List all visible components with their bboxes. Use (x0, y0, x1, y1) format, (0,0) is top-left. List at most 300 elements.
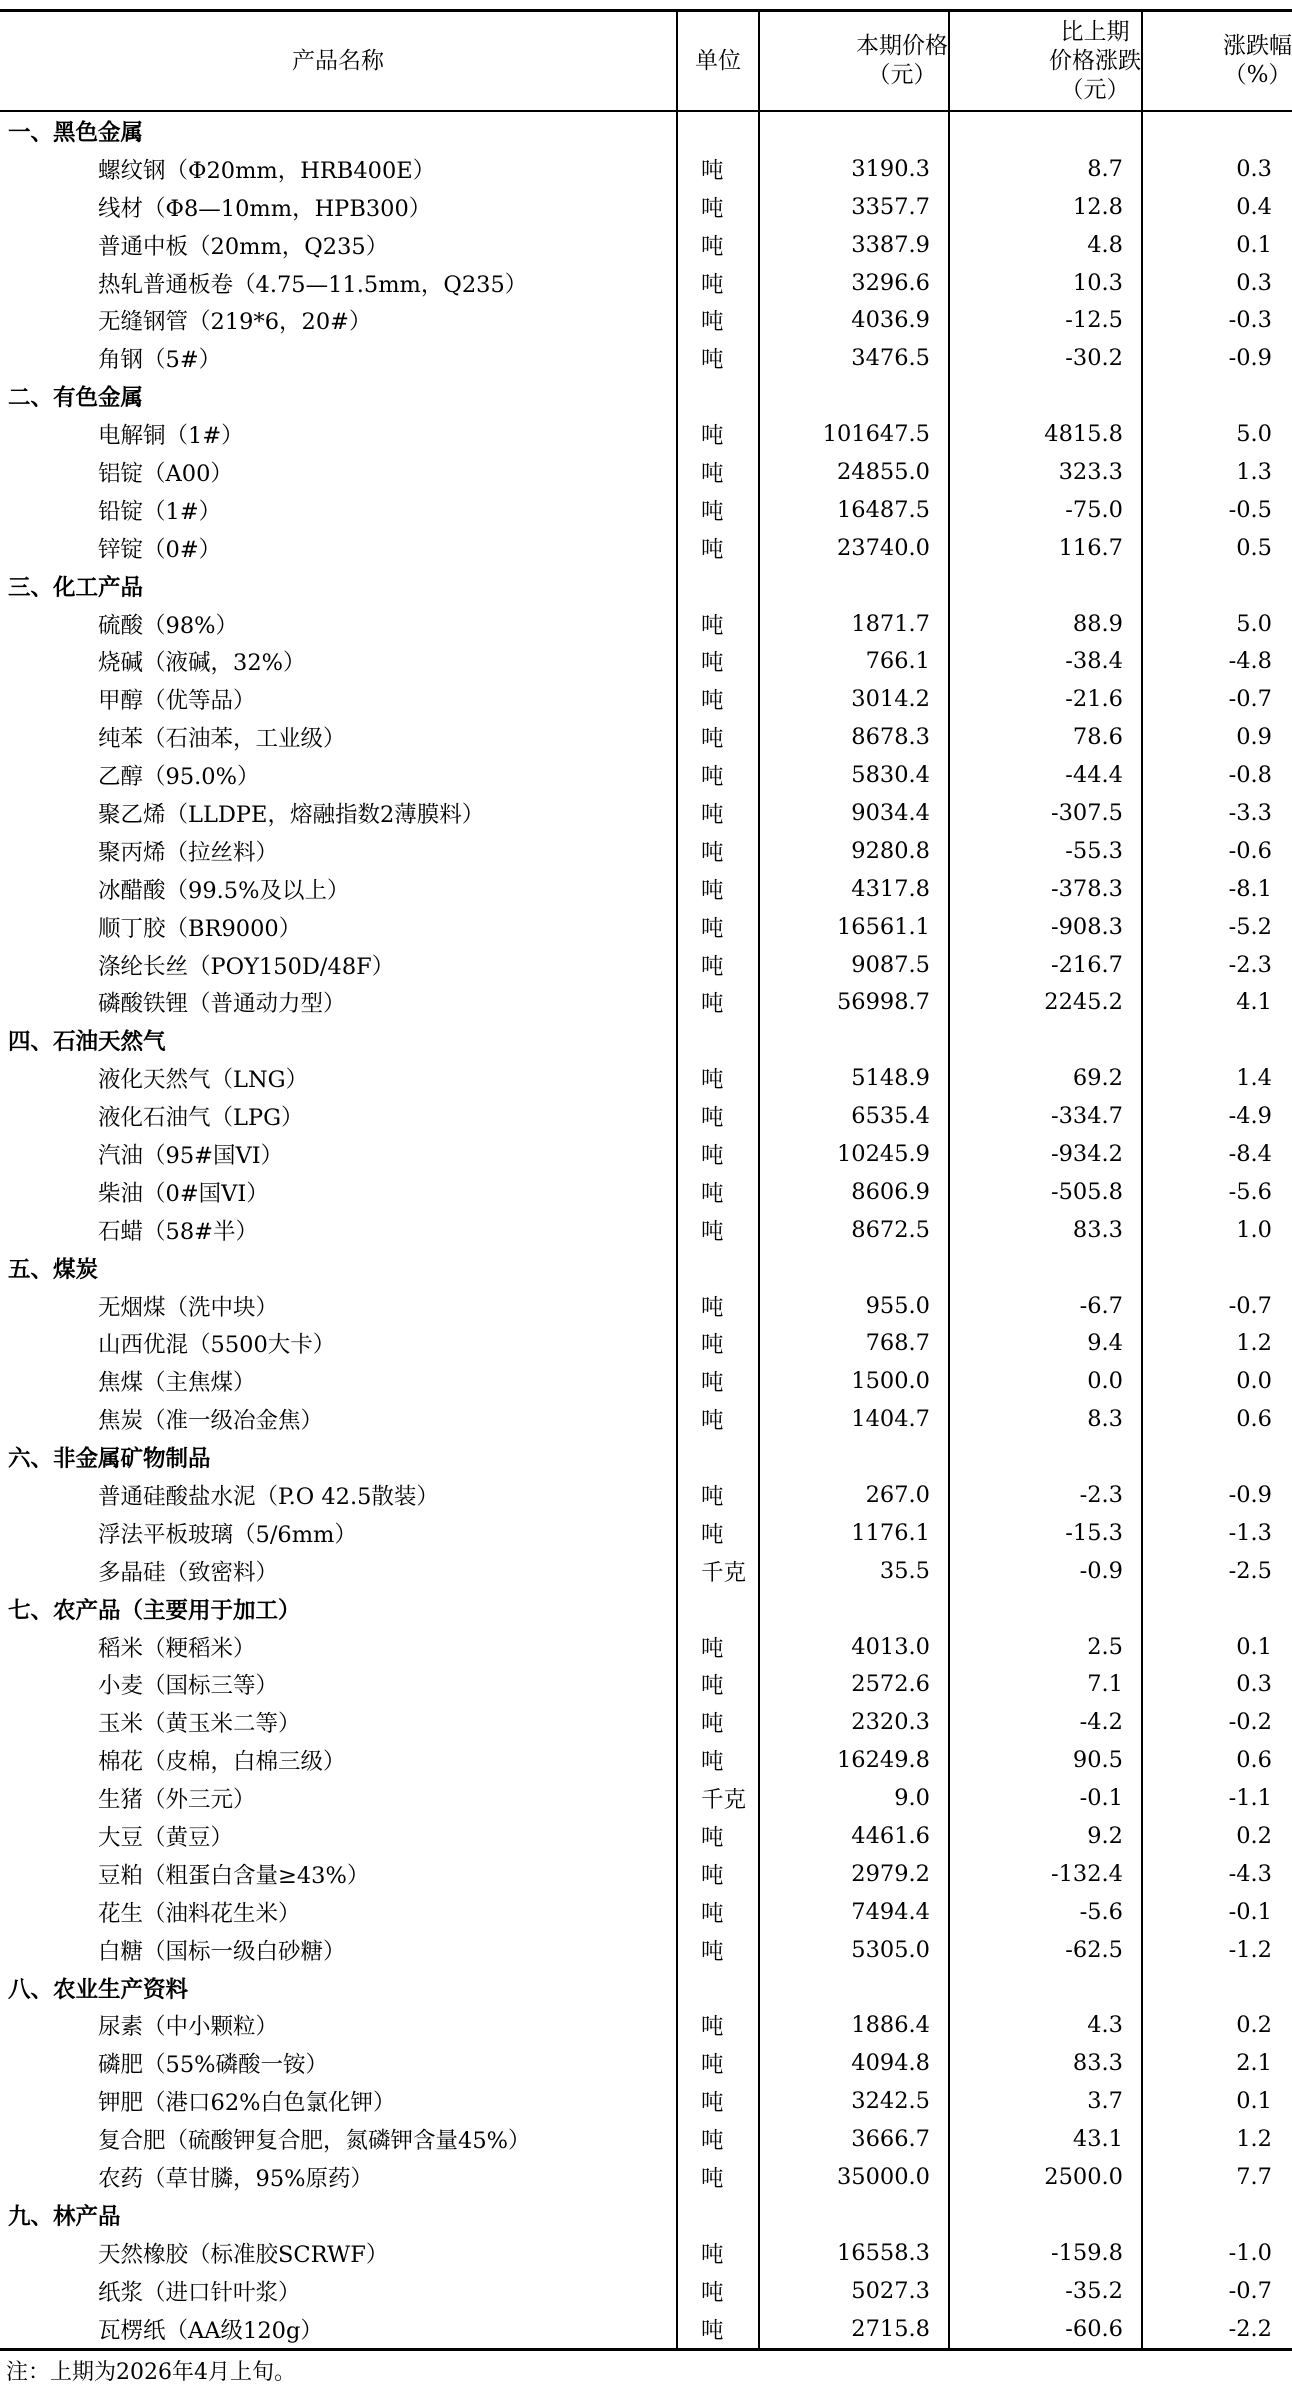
category-row (0, 112, 1292, 150)
current-price-cell: 5027.3 (758, 2272, 948, 2310)
table-row (0, 908, 1292, 946)
unit-cell: 吨 (676, 1666, 758, 1704)
change-percent-cell: 5.0 (1141, 415, 1292, 453)
unit-cell: 吨 (676, 1741, 758, 1779)
price-change-cell: 9.2 (948, 1817, 1141, 1855)
price-change-cell: 83.3 (948, 1211, 1141, 1249)
unit-cell: 吨 (676, 1135, 758, 1173)
current-price-cell: 16558.3 (758, 2234, 948, 2272)
price-change-cell (948, 567, 1141, 605)
current-price-cell (758, 1249, 948, 1287)
current-price-cell: 8678.3 (758, 718, 948, 756)
change-percent-cell: -2.2 (1141, 2310, 1292, 2348)
product-name-cell: 天然橡胶（标准胶SCRWF） (98, 2241, 389, 2268)
price-change-cell: 83.3 (948, 2044, 1141, 2082)
price-change-cell: -216.7 (948, 946, 1141, 984)
unit-cell: 吨 (676, 908, 758, 946)
table-row (0, 794, 1292, 832)
table-row (0, 1097, 1292, 1135)
change-percent-cell: -0.9 (1141, 339, 1292, 377)
price-change-cell: -38.4 (948, 642, 1141, 680)
price-change-cell: 2.5 (948, 1628, 1141, 1666)
unit-cell: 吨 (676, 1362, 758, 1400)
unit-cell: 吨 (676, 1400, 758, 1438)
current-price-cell: 3476.5 (758, 339, 948, 377)
product-name-cell: 尿素（中小颗粒） (98, 2014, 279, 2041)
change-percent-cell (1141, 1249, 1292, 1287)
price-change-cell: -5.6 (948, 1893, 1141, 1931)
footnote: 注：上期为2026年4月上旬。 (6, 2360, 296, 2385)
category-row (0, 1021, 1292, 1059)
price-change-cell: -2.3 (948, 1476, 1141, 1514)
price-change-cell: -62.5 (948, 1931, 1141, 1969)
product-name-cell: 聚丙烯（拉丝料） (98, 839, 279, 866)
change-percent-cell: 1.2 (1141, 2120, 1292, 2158)
table-row (0, 1741, 1292, 1779)
change-percent-cell: -0.1 (1141, 1893, 1292, 1931)
product-name-cell: 涤纶长丝（POY150D/48F） (98, 953, 395, 980)
current-price-cell (758, 1590, 948, 1628)
change-percent-cell: 1.4 (1141, 1059, 1292, 1097)
unit-cell: 千克 (676, 1779, 758, 1817)
table-row (0, 301, 1292, 339)
unit-cell: 吨 (676, 1931, 758, 1969)
change-percent-cell: 0.3 (1141, 1666, 1292, 1704)
table-row (0, 1362, 1292, 1400)
unit-cell (676, 1021, 758, 1059)
unit-cell: 吨 (676, 1703, 758, 1741)
current-price-cell: 35000.0 (758, 2158, 948, 2196)
change-percent-cell: -5.2 (1141, 908, 1292, 946)
table-row (0, 832, 1292, 870)
table-row (0, 2082, 1292, 2120)
unit-cell: 吨 (676, 680, 758, 718)
unit-cell: 吨 (676, 264, 758, 302)
product-name-cell: 石蜡（58#半） (98, 1218, 258, 1245)
table-row (0, 453, 1292, 491)
current-price-cell (758, 1021, 948, 1059)
unit-cell: 吨 (676, 150, 758, 188)
table-row (0, 226, 1292, 264)
change-percent-cell: 1.3 (1141, 453, 1292, 491)
price-change-cell (948, 1438, 1141, 1476)
unit-cell: 吨 (676, 1893, 758, 1931)
current-price-cell: 3242.5 (758, 2082, 948, 2120)
change-percent-cell (1141, 1969, 1292, 2007)
product-name-cell: 生猪（外三元） (98, 1787, 256, 1814)
table-row (0, 946, 1292, 984)
current-price-cell: 3190.3 (758, 150, 948, 188)
change-percent-cell: 0.1 (1141, 2082, 1292, 2120)
unit-cell: 吨 (676, 2044, 758, 2082)
unit-cell: 吨 (676, 756, 758, 794)
price-table (0, 9, 1292, 2351)
price-change-cell: -15.3 (948, 1514, 1141, 1552)
change-percent-cell: 0.0 (1141, 1362, 1292, 1400)
change-percent-cell: -2.5 (1141, 1552, 1292, 1590)
table-row (0, 1514, 1292, 1552)
price-change-cell: -934.2 (948, 1135, 1141, 1173)
price-change-cell: 4815.8 (948, 415, 1141, 453)
price-change-cell: 323.3 (948, 453, 1141, 491)
table-row (0, 605, 1292, 643)
table-row (0, 339, 1292, 377)
price-change-cell: -159.8 (948, 2234, 1141, 2272)
current-price-cell: 1404.7 (758, 1400, 948, 1438)
change-percent-cell (1141, 567, 1292, 605)
change-percent-cell: -4.8 (1141, 642, 1292, 680)
product-name-cell: 四、石油天然气 (8, 1029, 166, 1056)
current-price-cell (758, 112, 948, 150)
change-percent-cell: -0.3 (1141, 301, 1292, 339)
table-row (0, 718, 1292, 756)
product-name-cell: 汽油（95#国VI） (98, 1142, 284, 1169)
unit-cell: 吨 (676, 1287, 758, 1325)
table-row (0, 529, 1292, 567)
change-percent-cell (1141, 1590, 1292, 1628)
change-percent-cell: -2.3 (1141, 946, 1292, 984)
table-row (0, 264, 1292, 302)
unit-cell: 吨 (676, 1628, 758, 1666)
product-name-cell: 七、农产品（主要用于加工） (8, 1597, 301, 1624)
product-name-cell: 九、林产品 (8, 2203, 121, 2230)
current-price-cell: 4036.9 (758, 301, 948, 339)
price-change-cell: 78.6 (948, 718, 1141, 756)
change-percent-cell: 0.9 (1141, 718, 1292, 756)
change-percent-cell: -4.9 (1141, 1097, 1292, 1135)
table-row (0, 1059, 1292, 1097)
table-row (0, 150, 1292, 188)
change-percent-cell: -4.3 (1141, 1855, 1292, 1893)
table-row (0, 1211, 1292, 1249)
current-price-cell: 3666.7 (758, 2120, 948, 2158)
price-change-cell: -0.1 (948, 1779, 1141, 1817)
current-price-cell (758, 1438, 948, 1476)
price-change-cell: -55.3 (948, 832, 1141, 870)
product-name-cell: 纯苯（石油苯，工业级） (98, 726, 346, 753)
unit-cell: 吨 (676, 794, 758, 832)
header-product-name: 产品名称 (292, 47, 384, 74)
change-percent-cell: -1.3 (1141, 1514, 1292, 1552)
product-name-cell: 五、煤炭 (8, 1256, 99, 1283)
table-row (0, 1703, 1292, 1741)
table-row (0, 983, 1292, 1021)
unit-cell: 吨 (676, 2007, 758, 2045)
change-percent-cell: 0.5 (1141, 529, 1292, 567)
product-name-cell: 稻米（粳稻米） (98, 1635, 256, 1662)
product-name-cell: 白糖（国标一级白砂糖） (98, 1938, 346, 1965)
table-row (0, 1400, 1292, 1438)
price-change-cell (948, 1021, 1141, 1059)
product-name-cell: 硫酸（98%） (98, 612, 239, 639)
unit-cell: 吨 (676, 1173, 758, 1211)
price-change-cell: 3.7 (948, 2082, 1141, 2120)
table-row (0, 1666, 1292, 1704)
current-price-cell: 16249.8 (758, 1741, 948, 1779)
product-name-cell: 锌锭（0#） (98, 536, 222, 563)
current-price-cell: 6535.4 (758, 1097, 948, 1135)
price-change-cell: 4.8 (948, 226, 1141, 264)
price-change-cell: 0.0 (948, 1362, 1141, 1400)
product-name-cell: 线材（Φ8—10mm，HPB300） (98, 195, 432, 222)
product-name-cell: 普通硅酸盐水泥（P.O 42.5散装） (98, 1484, 439, 1510)
current-price-cell: 9034.4 (758, 794, 948, 832)
price-change-cell: 2245.2 (948, 983, 1141, 1021)
price-change-cell: 8.3 (948, 1400, 1141, 1438)
unit-cell: 吨 (676, 946, 758, 984)
price-change-cell: -44.4 (948, 756, 1141, 794)
unit-cell: 吨 (676, 2234, 758, 2272)
header-price-change: 比上期 价格涨跌 （元） (948, 12, 1141, 110)
current-price-cell: 3357.7 (758, 188, 948, 226)
change-percent-cell: 0.4 (1141, 188, 1292, 226)
product-name-cell: 角钢（5#） (98, 347, 222, 374)
unit-cell: 吨 (676, 642, 758, 680)
product-name-cell: 小麦（国标三等） (98, 1673, 279, 1700)
current-price-cell: 955.0 (758, 1287, 948, 1325)
change-percent-cell: -8.1 (1141, 870, 1292, 908)
price-change-cell: -908.3 (948, 908, 1141, 946)
unit-cell (676, 1590, 758, 1628)
unit-cell: 千克 (676, 1552, 758, 1590)
table-row (0, 1476, 1292, 1514)
change-percent-cell: -0.7 (1141, 1287, 1292, 1325)
unit-cell: 吨 (676, 1514, 758, 1552)
current-price-cell: 10245.9 (758, 1135, 948, 1173)
product-name-cell: 棉花（皮棉，白棉三级） (98, 1749, 346, 1776)
unit-cell: 吨 (676, 1476, 758, 1514)
current-price-cell: 5830.4 (758, 756, 948, 794)
product-name-cell: 聚乙烯（LLDPE，熔融指数2薄膜料） (98, 801, 485, 828)
unit-cell: 吨 (676, 983, 758, 1021)
current-price-cell (758, 2196, 948, 2234)
table-row (0, 1779, 1292, 1817)
change-percent-cell: -0.7 (1141, 2272, 1292, 2310)
table-header (0, 12, 1292, 112)
price-change-cell: -30.2 (948, 339, 1141, 377)
product-name-cell: 柴油（0#国VI） (98, 1180, 269, 1207)
price-change-cell (948, 1249, 1141, 1287)
unit-cell: 吨 (676, 2082, 758, 2120)
category-row (0, 567, 1292, 605)
change-percent-cell: 4.1 (1141, 983, 1292, 1021)
unit-cell (676, 112, 758, 150)
unit-cell: 吨 (676, 339, 758, 377)
unit-cell: 吨 (676, 529, 758, 567)
product-name-cell: 玉米（黄玉米二等） (98, 1711, 301, 1738)
product-name-cell: 铅锭（1#） (98, 498, 222, 525)
product-name-cell: 磷肥（55%磷酸一铵） (98, 2052, 329, 2079)
product-name-cell: 二、有色金属 (8, 385, 144, 412)
product-name-cell: 甲醇（优等品） (98, 688, 256, 715)
table-row (0, 1931, 1292, 1969)
product-name-cell: 热轧普通板卷（4.75—11.5mm，Q235） (98, 271, 528, 298)
table-row (0, 1552, 1292, 1590)
unit-cell: 吨 (676, 605, 758, 643)
current-price-cell: 5305.0 (758, 1931, 948, 1969)
current-price-cell: 3014.2 (758, 680, 948, 718)
product-name-cell: 钾肥（港口62%白色氯化钾） (98, 2090, 396, 2117)
current-price-cell: 24855.0 (758, 453, 948, 491)
unit-cell (676, 567, 758, 605)
change-percent-cell: -0.2 (1141, 1703, 1292, 1741)
price-change-cell: 43.1 (948, 2120, 1141, 2158)
unit-cell: 吨 (676, 415, 758, 453)
change-percent-cell: 2.1 (1141, 2044, 1292, 2082)
change-percent-cell: 5.0 (1141, 605, 1292, 643)
price-change-cell: 69.2 (948, 1059, 1141, 1097)
product-name-cell: 豆粕（粗蛋白含量≥43%） (98, 1862, 370, 1889)
table-row (0, 1287, 1292, 1325)
price-change-cell: 9.4 (948, 1325, 1141, 1363)
product-name-cell: 纸浆（进口针叶浆） (98, 2279, 301, 2306)
category-row (0, 1969, 1292, 2007)
table-row (0, 2120, 1292, 2158)
change-percent-cell: -0.6 (1141, 832, 1292, 870)
current-price-cell: 4317.8 (758, 870, 948, 908)
current-price-cell: 8672.5 (758, 1211, 948, 1249)
unit-cell: 吨 (676, 301, 758, 339)
table-row (0, 680, 1292, 718)
current-price-cell: 3387.9 (758, 226, 948, 264)
price-change-cell: 88.9 (948, 605, 1141, 643)
current-price-cell: 7494.4 (758, 1893, 948, 1931)
current-price-cell: 5148.9 (758, 1059, 948, 1097)
product-name-cell: 花生（油料花生米） (98, 1900, 301, 1927)
price-change-cell: 4.3 (948, 2007, 1141, 2045)
product-name-cell: 浮法平板玻璃（5/6mm） (98, 1521, 357, 1548)
product-name-cell: 无缝钢管（219*6，20#） (98, 309, 372, 336)
unit-cell: 吨 (676, 188, 758, 226)
unit-cell (676, 1249, 758, 1287)
unit-cell: 吨 (676, 1325, 758, 1363)
product-name-cell: 电解铜（1#） (98, 423, 244, 450)
price-change-cell (948, 112, 1141, 150)
product-name-cell: 磷酸铁锂（普通动力型） (98, 991, 346, 1018)
price-change-cell: 2500.0 (948, 2158, 1141, 2196)
change-percent-cell: -8.4 (1141, 1135, 1292, 1173)
change-percent-cell: -0.5 (1141, 491, 1292, 529)
change-percent-cell: -3.3 (1141, 794, 1292, 832)
product-name-cell: 焦炭（准一级冶金焦） (98, 1408, 324, 1435)
table-row (0, 1135, 1292, 1173)
change-percent-cell: -1.1 (1141, 1779, 1292, 1817)
current-price-cell: 9087.5 (758, 946, 948, 984)
current-price-cell: 35.5 (758, 1552, 948, 1590)
current-price-cell: 8606.9 (758, 1173, 948, 1211)
unit-cell: 吨 (676, 491, 758, 529)
current-price-cell: 768.7 (758, 1325, 948, 1363)
product-name-cell: 普通中板（20mm，Q235） (98, 233, 389, 260)
change-percent-cell: 0.2 (1141, 1817, 1292, 1855)
unit-cell (676, 2196, 758, 2234)
product-name-cell: 液化天然气（LNG） (98, 1067, 309, 1094)
table-row (0, 756, 1292, 794)
product-name-cell: 一、黑色金属 (8, 119, 144, 146)
table-row (0, 2272, 1292, 2310)
current-price-cell: 3296.6 (758, 264, 948, 302)
category-row (0, 1249, 1292, 1287)
table-row (0, 2158, 1292, 2196)
change-percent-cell (1141, 1438, 1292, 1476)
product-name-cell: 瓦楞纸（AA级120g） (98, 2317, 323, 2344)
price-change-cell: -60.6 (948, 2310, 1141, 2348)
header-unit: 单位 (676, 12, 758, 110)
category-row (0, 1590, 1292, 1628)
current-price-cell: 2572.6 (758, 1666, 948, 1704)
table-row (0, 1325, 1292, 1363)
current-price-cell: 4461.6 (758, 1817, 948, 1855)
change-percent-cell: 0.1 (1141, 1628, 1292, 1666)
price-change-cell: -378.3 (948, 870, 1141, 908)
table-row (0, 2310, 1292, 2348)
table-body (0, 112, 1292, 2348)
current-price-cell: 9280.8 (758, 832, 948, 870)
change-percent-cell: 0.2 (1141, 2007, 1292, 2045)
price-change-cell (948, 377, 1141, 415)
price-change-cell: 10.3 (948, 264, 1141, 302)
price-change-cell: -505.8 (948, 1173, 1141, 1211)
current-price-cell: 267.0 (758, 1476, 948, 1514)
current-price-cell: 2979.2 (758, 1855, 948, 1893)
current-price-cell: 1176.1 (758, 1514, 948, 1552)
change-percent-cell: -0.8 (1141, 756, 1292, 794)
current-price-cell: 16561.1 (758, 908, 948, 946)
price-change-cell: -35.2 (948, 2272, 1141, 2310)
table-row (0, 1628, 1292, 1666)
price-change-cell (948, 2196, 1141, 2234)
product-name-cell: 液化石油气（LPG） (98, 1105, 304, 1132)
table-row (0, 1893, 1292, 1931)
current-price-cell: 56998.7 (758, 983, 948, 1021)
table-row (0, 2044, 1292, 2082)
unit-cell: 吨 (676, 226, 758, 264)
product-name-cell: 焦煤（主焦煤） (98, 1370, 256, 1397)
table-row (0, 642, 1292, 680)
current-price-cell (758, 1969, 948, 2007)
table-row (0, 188, 1292, 226)
table-row (0, 415, 1292, 453)
price-change-cell (948, 1969, 1141, 2007)
unit-cell: 吨 (676, 870, 758, 908)
change-percent-cell: 0.6 (1141, 1400, 1292, 1438)
unit-cell: 吨 (676, 453, 758, 491)
unit-cell: 吨 (676, 718, 758, 756)
table-row (0, 870, 1292, 908)
change-percent-cell (1141, 377, 1292, 415)
change-percent-cell: 0.3 (1141, 264, 1292, 302)
price-change-cell: -4.2 (948, 1703, 1141, 1741)
category-row (0, 2196, 1292, 2234)
price-change-cell (948, 1590, 1141, 1628)
current-price-cell: 16487.5 (758, 491, 948, 529)
change-percent-cell: -5.6 (1141, 1173, 1292, 1211)
price-change-cell: -12.5 (948, 301, 1141, 339)
product-name-cell: 六、非金属矿物制品 (8, 1446, 211, 1473)
change-percent-cell: -0.9 (1141, 1476, 1292, 1514)
header-current-price: 本期价格 （元） (758, 12, 948, 110)
product-name-cell: 螺纹钢（Φ20mm，HRB400E） (98, 157, 436, 184)
product-name-cell: 多晶硅（致密料） (98, 1559, 279, 1586)
price-change-cell: -6.7 (948, 1287, 1141, 1325)
table-row (0, 2007, 1292, 2045)
change-percent-cell (1141, 2196, 1292, 2234)
unit-cell: 吨 (676, 1097, 758, 1135)
category-row (0, 1438, 1292, 1476)
current-price-cell: 2320.3 (758, 1703, 948, 1741)
change-percent-cell: -0.7 (1141, 680, 1292, 718)
header-change-percent: 涨跌幅 （%） (1141, 12, 1292, 110)
